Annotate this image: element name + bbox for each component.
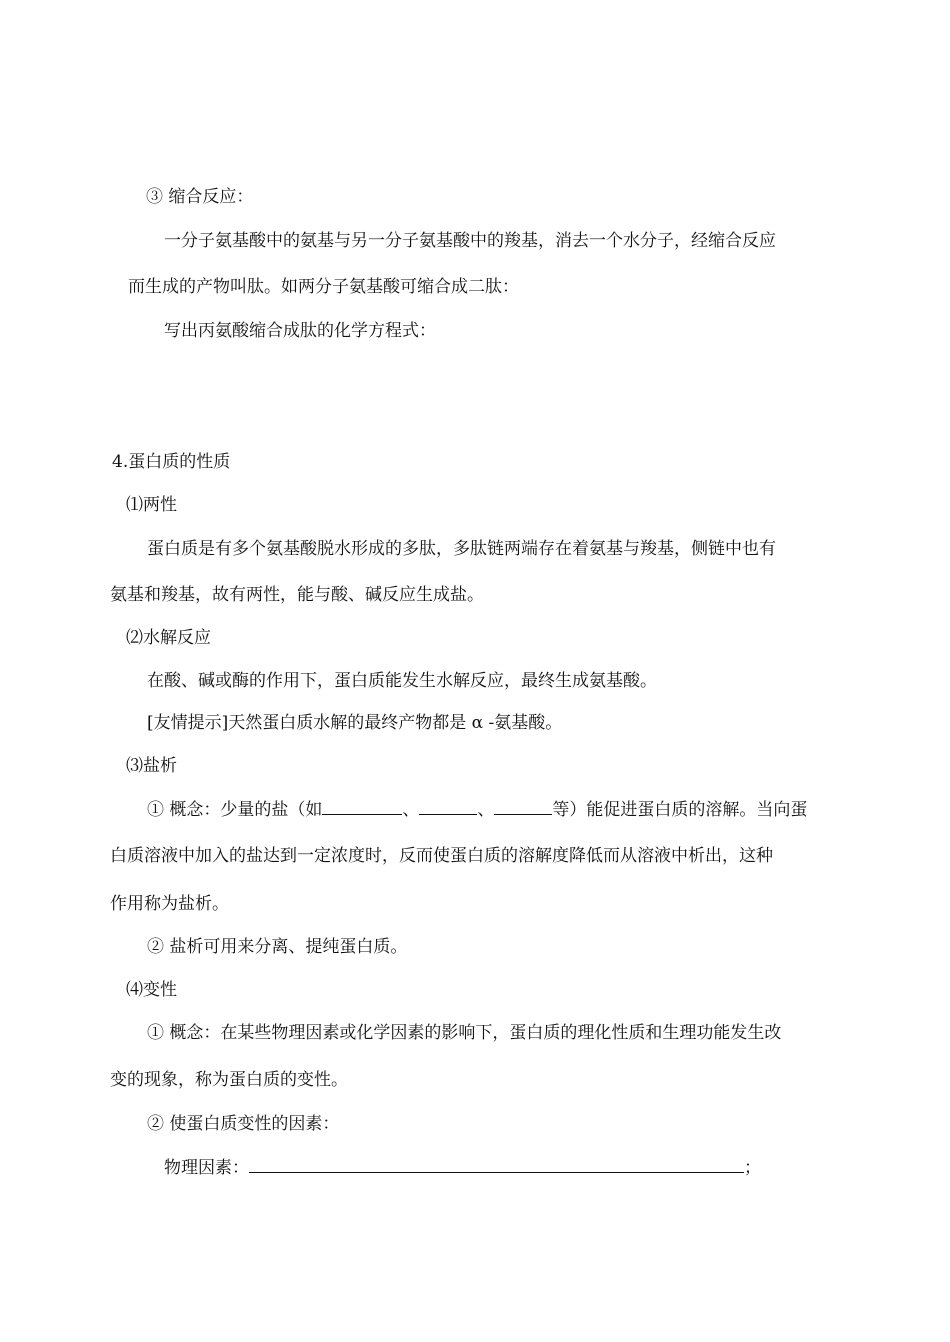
salting-out-concept bbox=[147, 798, 807, 821]
salting-out-line3: 作用称为盐析。 bbox=[110, 894, 229, 914]
salt-blank-2[interactable] bbox=[419, 798, 477, 815]
physical-factors-blank[interactable] bbox=[249, 1156, 744, 1173]
physical-factors bbox=[164, 1156, 761, 1179]
salting-out-sep2: 、 bbox=[477, 800, 495, 820]
condensation-heading: ③ 缩合反应： bbox=[146, 187, 254, 207]
denaturation-heading: ⑷变性 bbox=[126, 980, 177, 1000]
hydrolysis-tip: [友情提示]天然蛋白质水解的最终产物都是 α -氨基酸。 bbox=[147, 713, 563, 733]
salting-out-line2: 白质溶液中加入的盐达到一定浓度时，反而使蛋白质的溶解度降低而从溶液中析出，这种 bbox=[110, 846, 773, 866]
condensation-para-line2: 而生成的产物叫肽。如两分子氨基酸可缩合成二肽： bbox=[128, 277, 519, 297]
denaturation-line1: ① 概念：在某些物理因素或化学因素的影响下，蛋白质的理化性质和生理功能发生改 bbox=[147, 1023, 782, 1043]
amphoteric-heading: ⑴两性 bbox=[126, 495, 177, 515]
salting-out-sep1: 、 bbox=[402, 800, 420, 820]
denaturation-line2: 变的现象，称为蛋白质的变性。 bbox=[110, 1070, 348, 1090]
amphoteric-line1: 蛋白质是有多个氨基酸脱水形成的多肽，多肽链两端存在着氨基与羧基，侧链中也有 bbox=[147, 539, 776, 559]
section-title: 4.蛋白质的性质 bbox=[112, 452, 231, 472]
physical-factors-end: ； bbox=[744, 1158, 761, 1178]
salting-out-point2: ② 盐析可用来分离、提纯蛋白质。 bbox=[147, 937, 408, 957]
salt-blank-1[interactable] bbox=[322, 798, 402, 815]
salting-out-heading: ⑶盐析 bbox=[126, 756, 177, 776]
condensation-task: 写出丙氨酸缩合成肽的化学方程式： bbox=[164, 321, 436, 341]
physical-factors-label: 物理因素： bbox=[164, 1158, 249, 1178]
salt-blank-3[interactable] bbox=[494, 798, 552, 815]
hydrolysis-line1: 在酸、碱或酶的作用下，蛋白质能发生水解反应，最终生成氨基酸。 bbox=[147, 671, 657, 691]
salting-out-concept-suffix: 等）能促进蛋白质的溶解。当向蛋 bbox=[552, 800, 808, 820]
hydrolysis-heading: ⑵水解反应 bbox=[126, 628, 211, 648]
condensation-para-line1: 一分子氨基酸中的氨基与另一分子氨基酸中的羧基，消去一个水分子，经缩合反应 bbox=[164, 231, 776, 251]
denaturation-point2: ② 使蛋白质变性的因素： bbox=[147, 1114, 340, 1134]
salting-out-concept-prefix: ① 概念：少量的盐（如 bbox=[147, 800, 323, 820]
amphoteric-line2: 氨基和羧基，故有两性，能与酸、碱反应生成盐。 bbox=[110, 585, 484, 605]
